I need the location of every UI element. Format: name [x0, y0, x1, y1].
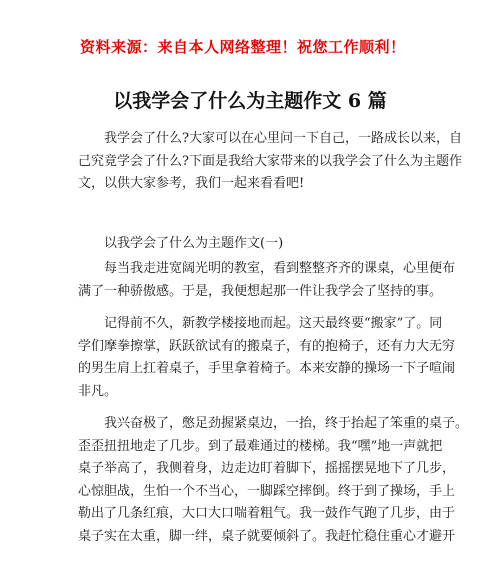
intro-line: 文，以供大家参考，我们一起来看看吧! — [78, 176, 305, 192]
paragraph-line: 的男生肩上扛着桌子，手里拿着椅子。本来安静的操场一下子喧闹 — [78, 361, 456, 377]
paragraph-line: 歪歪扭扭地走了几步。到了最难通过的楼梯。我“嘿”地一声就把 — [78, 438, 443, 454]
section-heading: 以我学会了什么为主题作文(一) — [104, 236, 284, 251]
paragraph-line: 桌子实在太重，脚一绊，桌子就要倾斜了。我赶忙稳住重心才避开 — [78, 528, 456, 544]
paragraph-line: 非凡。 — [78, 383, 118, 399]
paragraph-line: 学们摩拳擦掌，跃跃欲试有的搬桌子，有的抱椅子，还有力大无穷 — [78, 338, 456, 354]
document-title: 以我学会了什么为主题作文 6 篇 — [113, 90, 387, 112]
body-paragraph — [78, 258, 456, 303]
paragraph-line: 勒出了几条红痕，大口大口喘着粗气。我一鼓作气跑了几步，由于 — [78, 506, 456, 522]
paragraph-line: 桌子举高了，我侧着身，边走边盯着脚下，摇摇摆晃地下了几步， — [78, 461, 456, 477]
intro-line: 己究竟学会了什么?下面是我给大家带来的以我学会了什么为主题作 — [78, 153, 462, 169]
intro-line: 我学会了什么?大家可以在心里问一下自己，一路成长以来，自 — [104, 131, 462, 146]
paragraph-line: 心惊胆战，生怕一个不当心，一脚踩空摔倒。终于到了操场，手上 — [78, 483, 456, 499]
paragraph-line: 每当我走进宽阔光明的教室，看到整整齐齐的课桌，心里便布 — [104, 261, 456, 276]
intro-paragraph — [78, 128, 462, 196]
body-paragraph — [78, 413, 469, 549]
paragraph-line: 我兴奋极了，憋足劲握紧桌边，一抬，终于抬起了笨重的桌子。 — [104, 416, 469, 431]
paragraph-line: 记得前不久，新教学楼接地而起。这天最终要“搬家”了。同 — [104, 316, 443, 331]
paragraph-line: 满了一种骄傲感。于是，我便想起那一件让我学会了坚持的事。 — [78, 283, 443, 299]
source-notice: 资料来源：来自本人网络整理！祝您工作顺利！ — [80, 38, 406, 56]
body-paragraph — [78, 313, 456, 403]
